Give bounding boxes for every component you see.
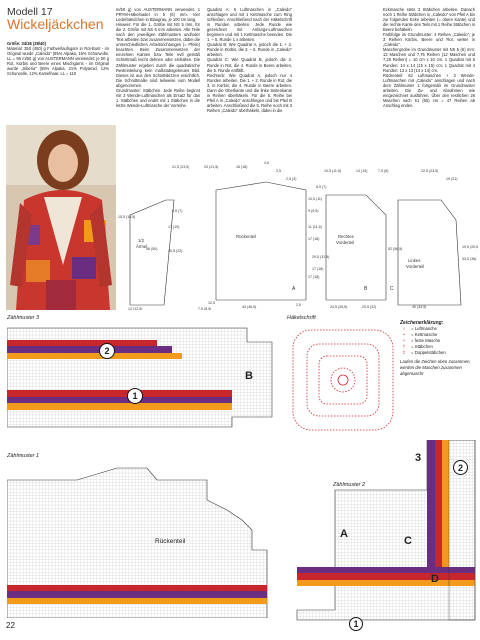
haekelschrift [287, 322, 397, 447]
schematic-label-right-front: Rechtes [338, 234, 354, 239]
chart-label-haekelschrift: Häkelschrift [287, 315, 316, 321]
paragraph: Rückenteil: 62 Luftmaschen + 3 Wende-Luftmaschen mit „Caleido" anschlagen und nach dem Zählmuster 1 fortgemäß im Grundmuster arbeiten. Die Zu- und Abnahmen wie eingezeichnet ausführen. Über den restlichen 26 Maschen nach 61 (65) cm = 47 Reihen ab Anschlag enden. [383, 72, 475, 108]
marker-2-chart2: 2 [453, 460, 468, 475]
dimension-label: 16 (18) [236, 165, 248, 169]
dimension-label: 17 (18) [308, 275, 320, 279]
marker-3: 3 [415, 452, 422, 464]
text-column-1 [7, 41, 109, 123]
dimension-label: 6,5 (7) [316, 185, 327, 189]
marker-b: B [245, 370, 253, 382]
pattern-schematics [116, 160, 478, 310]
text-column-3 [207, 7, 292, 157]
paragraph: Quadrat B: Wie Quadrat A, jedoch die 1. + 2. Runde in Kürbis, die 3. – 5. Runde in „Caleido" arbeiten. [207, 42, 292, 58]
dimension-label: 52 (56,5) [388, 247, 403, 251]
dimension-label: 12,5 [208, 301, 215, 305]
dimension-label: 29,5 (31,5) [312, 255, 330, 259]
dimension-label: 17 (18) [308, 237, 320, 241]
legend-symbol-icon: † [402, 344, 406, 349]
dimension-label: 22,5 (23,5) [421, 169, 439, 173]
dimension-label: 20,5 (22) [168, 249, 183, 253]
model-number: Modell 17 [7, 6, 53, 18]
marker-d: D [431, 573, 439, 585]
zaehlmuster-1 [7, 460, 282, 623]
chart-label-zaehlmuster-1: Zählmuster 1 [7, 453, 40, 459]
legend-symbol-icon: ○ [402, 326, 406, 331]
section-letter: B [364, 286, 368, 292]
marker-2: 2 [99, 343, 115, 359]
paragraph: Eckmasche stets 3 Stäbchen arbeiten. Danach noch 1 Reihe Stäbchen in „Caleido" von Pfeil A bis zur folgenden Ecke arbeiten (= obere Kante) und die rechte Kante des Teils mit 1 Reihe Stäbchen in Beere behäkeln. [383, 7, 475, 33]
chart-label-zaehlmuster-2: Zählmuster 2 [333, 482, 366, 488]
model-photo [6, 125, 116, 310]
zaehlmuster-2 [287, 440, 477, 635]
dimension-label: 2,5 (3) [286, 177, 297, 181]
paragraph: Quadrat A: 6 Luftmaschen in „Caleido" anschlagen und mit 1 Kettmasche zum Ring schließen. Anschließend nach der Häkelschrift in Runden arbeiten. Jede Runde wie gezeichnet mit Anfangs-Luftmaschen beginnen und mit 1 Kettmasche beenden. Die 1. – 5. Runde 1 x arbeiten. [207, 7, 292, 43]
dimension-label: 2,5 [276, 169, 281, 173]
dimension-label: 10,5 (11) [308, 197, 323, 201]
schematic-label-left-front-2: Vorderteil [406, 264, 425, 269]
page-title: Wickeljäckchen [7, 16, 104, 32]
paragraph: Maschenprobe im Grundmuster mit NS 5 (6) mm: 13 Maschen und 7,75 Reihen (12 Maschen und 7,25 Reihen) = 10 cm x 10 cm. 1 Quadrat mit 5 Runden: 14 x 14 (15 x 15) cm; 1 Quadrat mit 4 Runden: 13 x 13 (14 x 14) cm. [383, 47, 475, 73]
dimension-label: 24,5 (26,5) [330, 305, 348, 309]
dimension-label: 4,5 [264, 161, 269, 165]
marker-c: C [404, 535, 412, 547]
legend-item [400, 350, 478, 356]
marker-1: 1 [127, 388, 143, 404]
paragraph: Farbfolge im Grundmuster: 4 Reihen „Caleido", je 3 Reihen Kürbis, Beere und Rot, weiter in „Caleido". [383, 32, 475, 48]
paragraph: Grundmuster: Stäbchen. Jede Reihe beginnt mit 3 Wende-Luftmaschen als Ersatz für das 1. Stäbchen und endet mit 1 Stäbchen in die letzte Wende-Luftmasche der Vorreihe. [116, 87, 200, 108]
text-column-2 [116, 7, 200, 157]
chart-label-zaehlmuster-3: Zählmuster 3 [7, 315, 40, 321]
paragraph: Material: 350 (450) g Farbverlaufsgarn in Rot-Bunt - im Original wurde „Caleido" (85% Alpaka, 15% Schurwolle, LL = 95 m/50 g) von AUSTERMANN verwendet; je 50 g Rot, Kürbis und Beere eines Mischgarns - im Original wurde „Siberia" (55% Alpaka, 21% Polyamid, 12% Schurwolle, 12% Kamelhaar, LL = 110 [7, 46, 109, 77]
zaehlmuster-3 [7, 322, 277, 437]
legend-symbol-icon: ‡ [402, 350, 406, 355]
legend-symbol-icon: • [403, 332, 405, 337]
dimension-label: 19,5 (20,5) [462, 245, 478, 249]
schematic-label-left-front: Linkes [408, 258, 421, 263]
paragraph: Quadrat C: Wie Quadrat B, jedoch die 3. Runde in Rot, die 4. Runde in Beere arbeiten, die 5. Runde entfällt. [207, 57, 292, 73]
legend-text: = Kettmasche [411, 332, 438, 337]
section-letter: C [390, 286, 394, 292]
schematic-label-sleeve: 1/2 [138, 238, 144, 243]
paragraph: Rechteck: Wie Quadrat A, jedoch nur 4 Runden arbeiten. Die 1. + 2. Runde in Rot, die 3. in Kürbis, die 4. Runde in Beere arbeiten. Dann die Oberkante und die linke Seitenkante in Reihen überhäkeln. Für die 5. Reihe bei Pfeil A in „Caleido" anschlingen und bis Pfeil B arbeiten. Anschließend die 5. Reihe noch mit 3 Reihen „Caleido" überhäkeln, dabei in die [207, 72, 292, 113]
paragraph: m/50 g) von AUSTERMANN verwendet. 1 PRYM-Häkelnadel in 5 (6) mm. Vier Lederbändchen in Blaugrau, je 100 cm lang. [116, 7, 200, 23]
dimension-label: 14 (15) [356, 169, 368, 173]
dimension-label: 15,5 (16,5) [118, 215, 136, 219]
legend-text: = Luftmasche [411, 326, 437, 331]
chart-label-rueckenteil: Rückenteil [155, 538, 186, 545]
section-letter: A [292, 286, 296, 292]
legend-text: = Stäbchen [411, 344, 433, 349]
dimension-label: 46 (50) [146, 247, 158, 251]
marker-1-chart2: 1 [349, 617, 363, 631]
marker-a: A [340, 528, 348, 540]
dimension-label: 21,5 (23,5) [172, 165, 190, 169]
legend-text: = Doppelstäbchen [411, 350, 446, 355]
paragraph: Größe: 34/36 (38/40) [7, 41, 46, 46]
dimension-label: 11 (11,5) [308, 225, 322, 229]
dimension-label: 17 (18) [312, 267, 324, 271]
paragraph: Hinweis: Für die 1. Größe mit NS 5 mm, für die 2. Größe mit NS 6 mm arbeiten. Alle Teile nach den jeweiligen Zählmustern und/oder Text arbeiten bzw zusammensetzen, dabei die unterschiedlichen Arbeitsrichtungen (= Pfeile) beachten. Beim Zusammensetzen der einzelnen Kanten bzw Teile evtl gemäß Schnittmaß leicht dehnen oder einhalten. Die Zählmuster ergeben durch die quadratische Resteinteilung kein maßstabsgetreues Bild. Dieses ist aus den Schnittskizzen ersichtlich. Die Schnittmaße sind teilweise vom Modell abgenommen. [116, 22, 200, 88]
dimension-label: 33,5 (36) [462, 257, 477, 261]
schematic-label-right-front-2: Vorderteil [336, 240, 355, 245]
legend-symbol-icon: + [402, 338, 406, 343]
legend [400, 320, 478, 377]
page-number: 22 [6, 621, 15, 630]
dimension-label: 7,5 (8) [378, 169, 389, 173]
legend-text: = feste Masche [411, 338, 441, 343]
dimension-label: 43 (46,5) [242, 305, 257, 309]
dimension-label: 17 (19) [168, 225, 180, 229]
dimension-label: 20 (21,5) [204, 165, 219, 169]
dimension-label: 40 (43,5) [412, 305, 427, 309]
text-column-4 [383, 7, 475, 157]
schematic-label-back: Rückenteil [236, 234, 257, 239]
dimension-label: 19 (21) [446, 177, 458, 181]
legend-note: Laufen die Zeichen oben zusammen, werden die Maschen zusammen abgemascht [400, 359, 471, 376]
dimension-label: 6,5 (7) [172, 209, 183, 213]
dimension-label: 12 (12,5) [128, 307, 143, 310]
dimension-label: 10,5 (11,5) [324, 169, 342, 173]
dimension-label: 2,5 [296, 303, 301, 307]
dimension-label: 7,5 (8,5) [198, 307, 212, 310]
schematic-label-sleeve-2: Ärmel [136, 244, 148, 249]
legend-title: Zeichenerklärung: [400, 320, 444, 326]
dimension-label: 9 (9,5) [308, 209, 319, 213]
dimension-label: 20,5 (22) [362, 305, 377, 309]
